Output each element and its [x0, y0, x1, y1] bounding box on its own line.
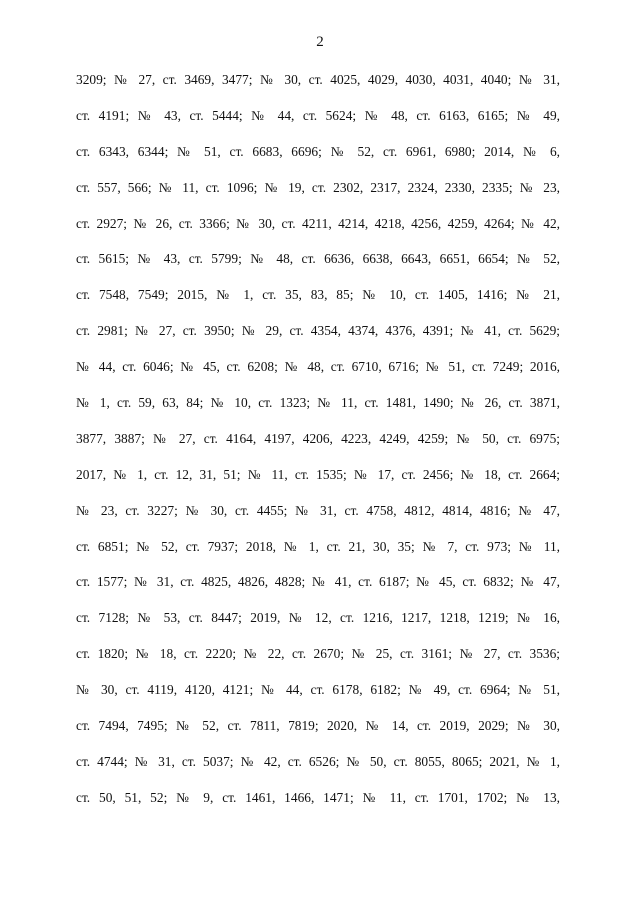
text-line: № 1, ст. 59, 63, 84; № 10, ст. 1323; № 11, ст. 1481, 1490; № 26, ст. 3871,	[76, 395, 560, 411]
text-line: ст. 4191; № 43, ст. 5444; № 44, ст. 5624; № 48, ст. 6163, 6165; № 49,	[76, 107, 560, 123]
text-line: № 44, ст. 6046; № 45, ст. 6208; № 48, ст. 6710, 6716; № 51, ст. 7249; 2016,	[76, 359, 560, 375]
text-line: 3209; № 27, ст. 3469, 3477; № 30, ст. 4025, 4029, 4030, 4031, 4040; № 31,	[76, 72, 560, 87]
text-line: ст. 7548, 7549; 2015, № 1, ст. 35, 83, 85; № 10, ст. 1405, 1416; № 21,	[76, 287, 560, 303]
body-text	[76, 62, 560, 816]
text-line: ст. 4744; № 31, ст. 5037; № 42, ст. 6526; № 50, ст. 8055, 8065; 2021, № 1,	[76, 753, 560, 769]
text-line: ст. 50, 51, 52; № 9, ст. 1461, 1466, 1471; № 11, ст. 1701, 1702; № 13,	[76, 789, 560, 805]
text-line: ст. 6343, 6344; № 51, ст. 6683, 6696; № 52, ст. 6961, 6980; 2014, № 6,	[76, 143, 560, 159]
text-line: ст. 1820; № 18, ст. 2220; № 22, ст. 2670; № 25, ст. 3161; № 27, ст. 3536;	[76, 646, 560, 662]
text-line: № 30, ст. 4119, 4120, 4121; № 44, ст. 6178, 6182; № 49, ст. 6964; № 51,	[76, 682, 560, 698]
page-number: 2	[316, 34, 324, 50]
text-line: ст. 5615; № 43, ст. 5799; № 48, ст. 6636, 6638, 6643, 6651, 6654; № 52,	[76, 251, 560, 267]
text-line: ст. 1577; № 31, ст. 4825, 4826, 4828; № 41, ст. 6187; № 45, ст. 6832; № 47,	[76, 574, 560, 590]
text-line: ст. 7494, 7495; № 52, ст. 7811, 7819; 2020, № 14, ст. 2019, 2029; № 30,	[76, 718, 560, 734]
text-line: ст. 7128; № 53, ст. 8447; 2019, № 12, ст. 1216, 1217, 1218, 1219; № 16,	[76, 610, 560, 626]
text-line: ст. 2927; № 26, ст. 3366; № 30, ст. 4211, 4214, 4218, 4256, 4259, 4264; № 42,	[76, 215, 560, 231]
text-line: 3877, 3887; № 27, ст. 4164, 4197, 4206, 4223, 4249, 4259; № 50, ст. 6975;	[76, 430, 560, 446]
text-line: ст. 557, 566; № 11, ст. 1096; № 19, ст. 2302, 2317, 2324, 2330, 2335; № 23,	[76, 179, 560, 195]
text-line: № 23, ст. 3227; № 30, ст. 4455; № 31, ст. 4758, 4812, 4814, 4816; № 47,	[76, 502, 560, 518]
text-line: ст. 6851; № 52, ст. 7937; 2018, № 1, ст. 21, 30, 35; № 7, ст. 973; № 11,	[76, 538, 560, 554]
text-line: ст. 2981; № 27, ст. 3950; № 29, ст. 4354, 4374, 4376, 4391; № 41, ст. 5629;	[76, 323, 560, 339]
text-line: 2017, № 1, ст. 12, 31, 51; № 11, ст. 1535; № 17, ст. 2456; № 18, ст. 2664;	[76, 466, 560, 482]
